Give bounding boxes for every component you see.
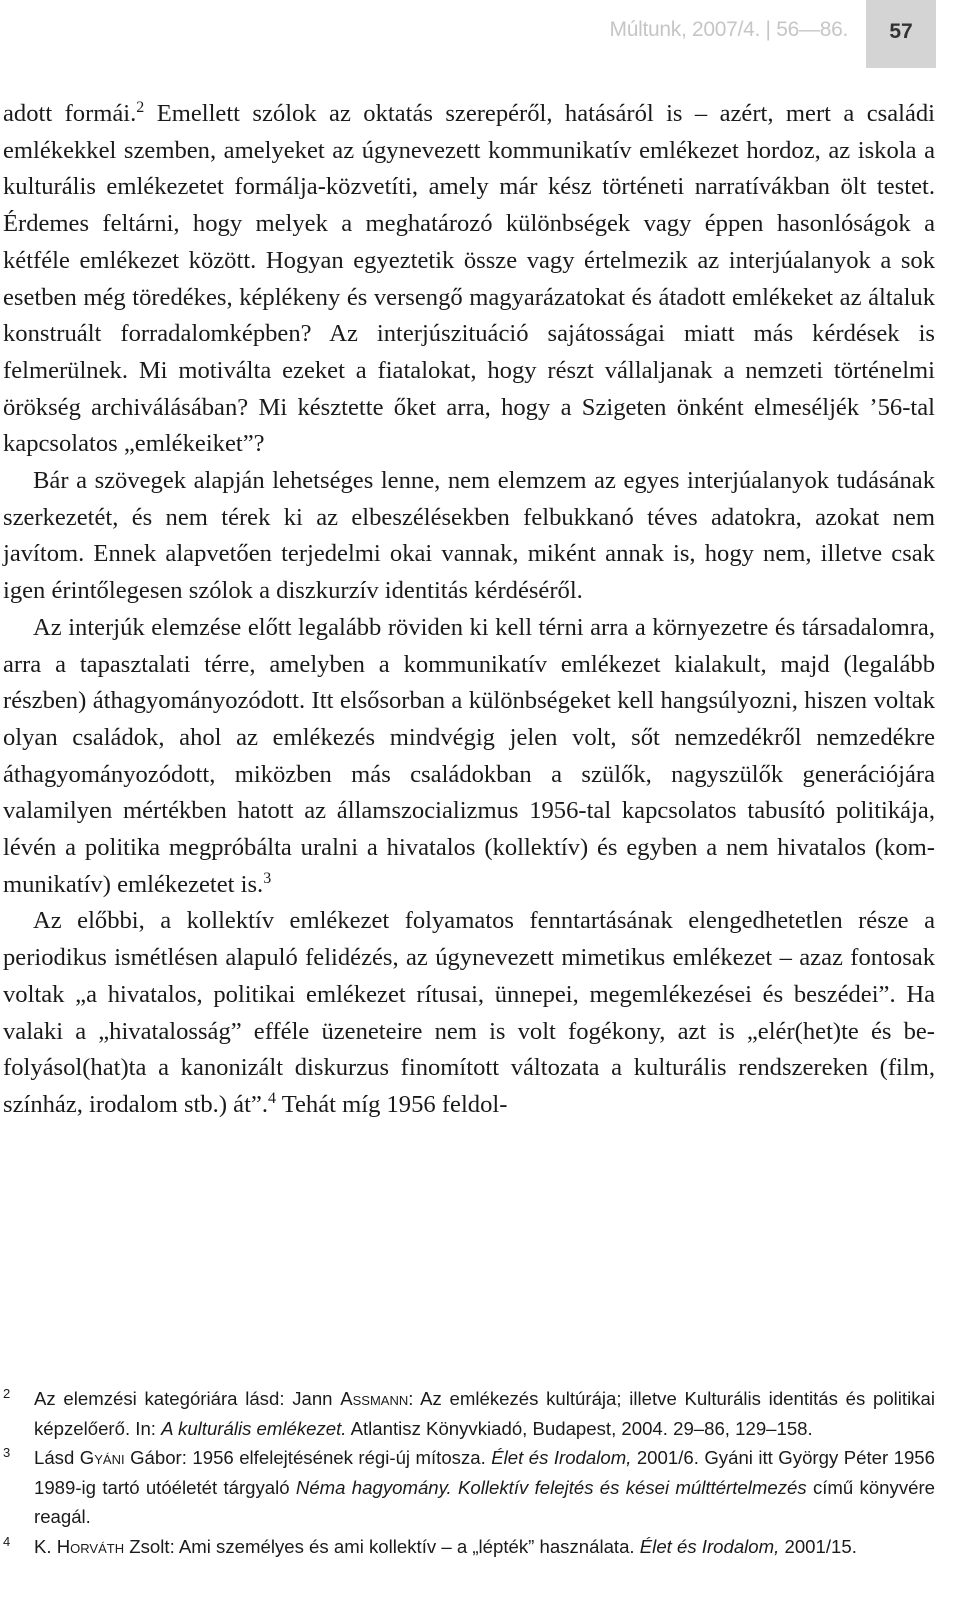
footnote-number: 4 — [3, 1533, 11, 1549]
footnote-number: 3 — [3, 1445, 11, 1461]
footnote-text: Lásd — [34, 1447, 80, 1469]
paragraph — [3, 610, 935, 904]
journal-reference: Múltunk, 2007/4. | 56—86. — [609, 18, 848, 41]
footnote — [3, 1384, 935, 1443]
paragraph-text: Tehát míg 1956 feldol- — [275, 1090, 508, 1118]
author-name: Assmann — [340, 1388, 409, 1409]
footnote-text: K. — [34, 1535, 57, 1557]
page-number-box — [866, 0, 936, 68]
author-name: Horváth — [56, 1535, 125, 1557]
footnote-ref[interactable]: 3 — [263, 869, 272, 887]
article-body — [3, 96, 935, 1124]
footnote-text: 2001/6. Gyáni itt György Péter 1956 1989-ig tartó utóéletét tárgyaló — [34, 1447, 935, 1498]
footnote-text: Zsolt: Ami személyes és ami kollektív – a „lépték” használata. — [124, 1535, 640, 1557]
paragraph — [3, 903, 935, 1123]
footnote-text: : Az emlékezés kultúrája; illetve Kulturális identitás és politikai képzelőerő. In: — [34, 1388, 936, 1439]
paragraph-text: Bár a szövegek alapján lehetséges lenne, nem elemzem az egyes interjúalanyok tudásának szerkezetét, és nem térek ki az elbeszélésekben felbukkanó téves adatokra, azokat nem javítom. Ennek alapvetően terjedelmi okai vannak, miként annak is, hogy nem, illetve csak igen érintőlegesen szólok a diszkurzív identitás kérdéséről. — [3, 467, 935, 605]
page-number: 57 — [889, 20, 913, 43]
footnote-text: Az elemzési kategóriára lásd: Jann — [34, 1388, 341, 1409]
paragraph-text: Az előbbi, a kollektív emlékezet folyamatos fenntartásának elengedhetetlen része a periodikus ismétlésen alapuló felidézés, az úgynevezett mimetikus emlékezet – azaz fontosak voltak „a hivatalos, politikai emlékezet rítusai, ünnepei, megemlékezései és beszédei”. Ha valaki a „hivatalosság” efféle üzeneteire nem is volt fogékony, azt is „elér(het)te és befolyásol(hat)ta a kanonizált diskurzus finomított változata a kulturális rendszereken (film, színház, irodalom stb.) át”. — [3, 907, 935, 1118]
footnote — [3, 1443, 935, 1532]
paragraph — [3, 463, 935, 610]
paragraph-text: adott formái. — [3, 100, 137, 127]
page-header — [0, 0, 960, 70]
footnote-ref[interactable]: 4 — [267, 1089, 276, 1107]
footnote — [3, 1532, 935, 1562]
footnote-number: 2 — [3, 1386, 11, 1401]
work-title: Néma hagyomány. Kollektív felejtés és kései múlttértelmezés — [295, 1476, 807, 1498]
work-title: A kulturális emlékezet. — [161, 1417, 347, 1439]
author-name: Gyáni — [79, 1447, 125, 1469]
footnote-ref[interactable]: 2 — [136, 99, 145, 116]
footnote-text: Gábor: 1956 elfelejtésének régi-új mítosza. — [124, 1447, 492, 1469]
footnote-text: című könyvére reagál. — [34, 1476, 935, 1528]
paragraph-text: Az interjúk elemzése előtt legalább röviden ki kell térni arra a környezetre és társadalomra, arra a tapasztalati térre, amelyben a kommunikatív emlékezet kialakult, majd (legalább részben) áthagyományozódott. Itt elsősorban a különbségeket kell hangsúlyozni, hiszen voltak olyan családok, ahol az emlékezés mindvégig jelen volt, sőt nemzedékről nemzedékre áthagyományozódott, miközben más családokban a szülők, nagyszülők generációjára valamilyen mértékben hatott az államszocializmus 1956-tal kapcsolatos tabusító politikája, lévén a politika megpróbálta uralni a hivatalos (kollektív) és egyben a nem hivatalos (kommunikatív) emlékezetet is. — [3, 613, 935, 898]
work-title: Élet és Irodalom, — [639, 1535, 780, 1557]
work-title: Élet és Irodalom, — [491, 1447, 632, 1469]
footnote-text: Atlantisz Könyvkiadó, Budapest, 2004. 29–86, 129–158. — [346, 1417, 813, 1439]
footnotes — [3, 1384, 935, 1562]
paragraph — [3, 96, 935, 463]
footnote-text: 2001/15. — [779, 1535, 857, 1557]
paragraph-text: Emellett szólok az oktatás szerepéről, hatásáról is – azért, mert a családi emlékekkel szemben, amelyeket az úgynevezett kommunikatív emlékezet hordoz, az iskola a kulturális emlékezetet formálja-közvetíti, amely már kész történeti narratívákban ölt testet. Érdemes feltárni, hogy melyek a meghatározó különbségek vagy éppen hasonlóságok a kétféle emlékezet között. Hogyan egyeztetik össze vagy értelmezik az interjúalanyok a sok esetben még töredékes, képlékeny és versengő magyarázatokat és átadott emlékeket az általuk konstruált forradalomképben? Az interjúszituáció sajátosságai miatt más kérdések is felmerülnek. Mi motiválta ezeket a fiatalokat, hogy részt vállaljanak a nemzeti történelmi örökség archiválásában? Mi késztette őket arra, hogy a Szigeten önként elmeséljék ’56-tal kapcsolatos „emlékeiket”? — [3, 100, 935, 458]
